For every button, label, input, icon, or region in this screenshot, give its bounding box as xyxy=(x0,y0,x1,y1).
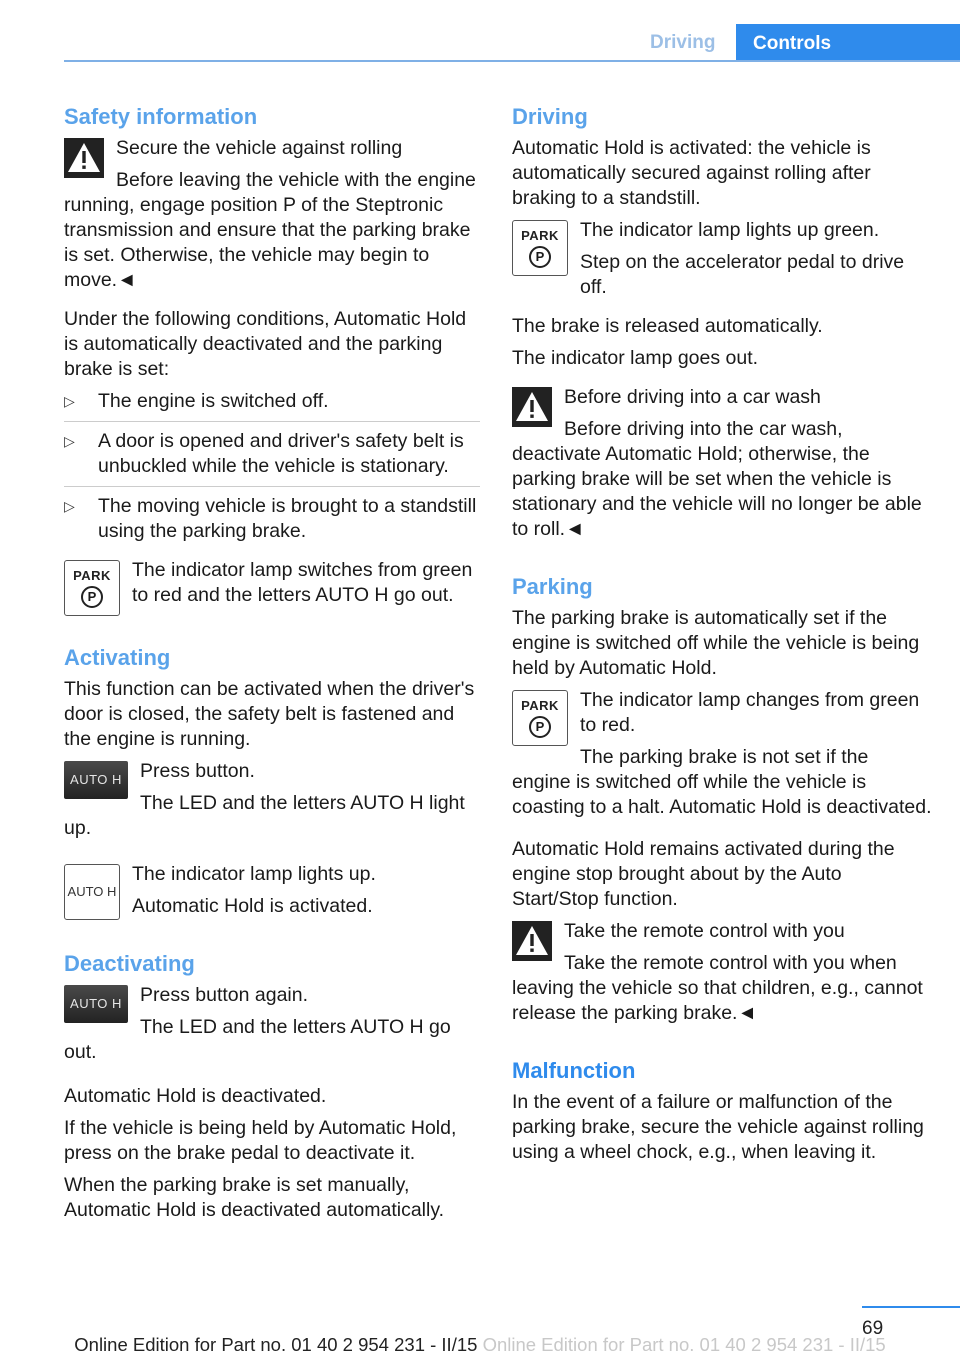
brake-released-text: The brake is released automatically. xyxy=(512,315,823,337)
conditions-list xyxy=(64,389,480,551)
press-again-block xyxy=(64,983,480,1072)
warning-icon xyxy=(512,387,552,427)
warning-remote-control xyxy=(512,919,932,1033)
deactivating-heading: Deactivating xyxy=(64,951,195,976)
lamp-changes-text: The indicator lamp changes from green to red. xyxy=(580,689,920,736)
press-button-block xyxy=(64,759,480,848)
driving-text: Automatic Hold is activated: the vehicle is automatically secured against rolling after braking to a standstill. xyxy=(512,137,871,209)
left-column xyxy=(64,103,480,1230)
bullet-triangle-icon: ▷ xyxy=(64,433,75,449)
warning-rolling xyxy=(64,136,480,300)
watermark-text: Online Edition for Part no. 01 40 2 954 231 - II/15 xyxy=(482,1334,886,1355)
manual-text: When the parking brake is set manually, Automatic Hold is deactivated automatically. xyxy=(64,1174,445,1221)
parking-text: The parking brake is automatically set if the engine is switched off while the vehicle is being held by Automatic Hold. xyxy=(512,607,920,679)
warning-car-wash xyxy=(512,385,932,549)
bullet-triangle-icon: ▷ xyxy=(64,498,75,514)
led-go-out-text: The LED and the letters AUTO H go out. xyxy=(64,1016,451,1063)
warning-car-wash-title: Before driving into a car wash xyxy=(564,386,821,408)
green-lamp-text: The indicator lamp lights up green. xyxy=(580,219,880,241)
auto-h-button-icon: AUTO H xyxy=(64,985,128,1023)
edition-text: Online Edition for Part no. 01 40 2 954 231 - II/15 xyxy=(74,1334,478,1355)
autostart-text: Automatic Hold remains activated during the engine stop brought about by the Auto Start/Stop function. xyxy=(512,838,895,910)
page-number-rule xyxy=(862,1306,960,1308)
warning-rolling-title: Secure the vehicle against rolling xyxy=(116,137,403,159)
auto-h-lamp-icon: AUTO H xyxy=(64,864,120,920)
activating-text: This function can be activated when the driver's door is closed, the safety belt is fastened and the engine is running. xyxy=(64,678,475,750)
coasting-text: The parking brake is not set if the engine is switched off while the vehicle is coasting to a halt. Automatic Hold is deactivated. xyxy=(512,746,932,818)
header-section: Driving xyxy=(650,32,716,53)
warning-rolling-text: Before leaving the vehicle with the engine running, engage position P of the Steptronic transmission and ensure that the parking brake is set. Otherwise, the vehicle may begin to move.◄ xyxy=(64,169,476,291)
park-brake-lamp-icon: PARK P xyxy=(512,220,568,276)
activating-heading: Activating xyxy=(64,645,171,670)
right-column xyxy=(512,103,932,1172)
hold-activated-text: Automatic Hold is activated. xyxy=(132,895,373,917)
safety-information-heading: Safety information xyxy=(64,104,258,129)
hold-deactivated-text: Automatic Hold is deactivated. xyxy=(64,1085,327,1107)
auto-h-button-icon: AUTO H xyxy=(64,761,128,799)
lamp-changes-block xyxy=(512,688,932,827)
warning-icon xyxy=(64,138,104,178)
park-brake-lamp-icon: PARK P xyxy=(512,690,568,746)
held-text: If the vehicle is being held by Automatic Hold, press on the brake pedal to deactivate it. xyxy=(64,1117,457,1164)
lamp-goes-out-text: The indicator lamp goes out. xyxy=(512,347,759,369)
malfunction-heading: Malfunction xyxy=(512,1058,636,1083)
warning-remote-title: Take the remote control with you xyxy=(564,920,845,942)
step-accel-text: Step on the accelerator pedal to drive off. xyxy=(580,251,905,298)
driving-heading: Driving xyxy=(512,104,588,129)
press-button-text: Press button. xyxy=(140,760,255,782)
lamp-lights-up-text: The indicator lamp lights up. xyxy=(132,863,376,885)
lamp-lights-up-block xyxy=(64,862,480,926)
lamp-switch-block xyxy=(64,558,480,620)
header-chapter-tab: Controls xyxy=(736,24,960,62)
footer-edition xyxy=(0,1332,960,1357)
list-item: ▷ A door is opened and driver's safety belt is unbuckled while the vehicle is stationary. xyxy=(64,429,480,487)
parking-section xyxy=(512,573,932,1033)
conditions-intro: Under the following conditions, Automatic Hold is automatically deactivated and the parking brake is set: xyxy=(64,308,467,380)
warning-car-wash-text: Before driving into the car wash, deactivate Automatic Hold; otherwise, the parking brake will be set when the vehicle is stationary and the vehicle will no longer be able to roll.◄ xyxy=(512,418,922,540)
malfunction-section xyxy=(512,1057,932,1165)
malfunction-text: In the event of a failure or malfunction of the parking brake, secure the vehicle against rolling using a wheel chock, e.g., when leaving it. xyxy=(512,1091,924,1163)
lamp-switch-text: The indicator lamp switches from green to red and the letters AUTO H go out. xyxy=(132,559,473,606)
warning-icon xyxy=(512,921,552,961)
activating-section xyxy=(64,644,480,926)
parking-heading: Parking xyxy=(512,574,593,599)
page-header xyxy=(0,0,960,64)
warning-remote-text: Take the remote control with you when leaving the vehicle so that children, e.g., cannot release the parking brake.◄ xyxy=(512,952,923,1024)
list-item: ▷ The engine is switched off. xyxy=(64,389,480,422)
list-item: ▷ The moving vehicle is brought to a standstill using the parking brake. xyxy=(64,495,477,542)
led-light-up-text: The LED and the letters AUTO H light up. xyxy=(64,792,465,839)
green-lamp-block xyxy=(512,218,932,307)
bullet-triangle-icon: ▷ xyxy=(64,393,75,409)
press-again-text: Press button again. xyxy=(140,984,309,1006)
header-rule xyxy=(64,60,960,62)
page-number: 69 xyxy=(862,1318,884,1339)
deactivating-section xyxy=(64,950,480,1223)
park-brake-lamp-icon: PARK P xyxy=(64,560,120,616)
